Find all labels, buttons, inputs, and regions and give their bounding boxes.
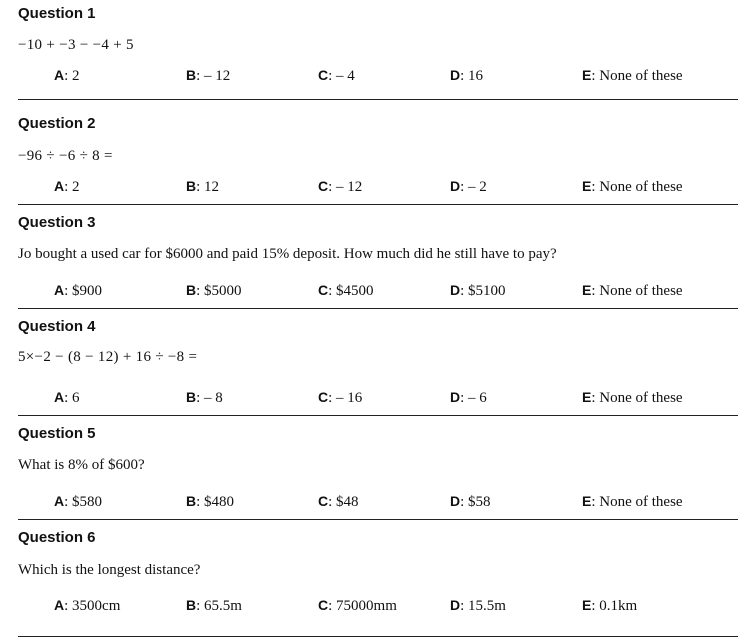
option-letter: E xyxy=(582,67,592,83)
option-letter: B xyxy=(186,597,197,613)
option-e[interactable]: E: None of these xyxy=(582,67,683,84)
option-letter: D xyxy=(450,282,461,298)
option-letter: E xyxy=(582,178,592,194)
separator-line xyxy=(18,636,738,637)
option-value: 75000mm xyxy=(336,598,397,614)
option-value: 65.5m xyxy=(204,598,242,614)
option-e[interactable]: E: None of these xyxy=(582,493,683,510)
option-value: – 6 xyxy=(468,390,487,406)
option-letter: D xyxy=(450,178,461,194)
option-value: $480 xyxy=(204,494,235,510)
option-value: $5100 xyxy=(468,283,506,299)
separator-line xyxy=(18,308,738,309)
separator-line xyxy=(18,99,738,100)
option-value: – 4 xyxy=(336,68,355,84)
option-a[interactable]: A: $900 xyxy=(54,282,103,299)
option-value: – 12 xyxy=(336,179,363,195)
question-text: Which is the longest distance? xyxy=(18,562,201,578)
option-letter: D xyxy=(450,597,461,613)
option-d[interactable]: D: 16 xyxy=(450,67,484,84)
option-b[interactable]: B: – 8 xyxy=(186,389,223,406)
option-value: 6 xyxy=(72,390,80,406)
option-letter: A xyxy=(54,178,65,194)
option-letter: E xyxy=(582,493,592,509)
option-letter: A xyxy=(54,493,65,509)
option-value: – 16 xyxy=(336,390,363,406)
option-value: None of these xyxy=(599,68,683,84)
separator-line xyxy=(18,415,738,416)
option-value: 2 xyxy=(72,68,80,84)
option-letter: C xyxy=(318,597,329,613)
option-letter: C xyxy=(318,282,329,298)
option-a[interactable]: A: $580 xyxy=(54,493,103,510)
option-value: $580 xyxy=(72,494,103,510)
option-letter: E xyxy=(582,389,592,405)
option-c[interactable]: C: – 12 xyxy=(318,178,363,195)
option-value: 15.5m xyxy=(468,598,506,614)
option-a[interactable]: A: 3500cm xyxy=(54,597,121,614)
question-title: Question 6 xyxy=(18,529,96,546)
option-value: $58 xyxy=(468,494,491,510)
option-value: – 12 xyxy=(204,68,231,84)
option-value: – 8 xyxy=(204,390,223,406)
option-value: 3500cm xyxy=(72,598,121,614)
option-b[interactable]: B: – 12 xyxy=(186,67,231,84)
option-letter: E xyxy=(582,597,592,613)
option-b[interactable]: B: $5000 xyxy=(186,282,242,299)
option-d[interactable]: D: $58 xyxy=(450,493,491,510)
option-c[interactable]: C: $4500 xyxy=(318,282,374,299)
option-letter: B xyxy=(186,389,197,405)
option-e[interactable]: E: None of these xyxy=(582,389,683,406)
option-a[interactable]: A: 2 xyxy=(54,178,80,195)
option-c[interactable]: C: $48 xyxy=(318,493,359,510)
option-letter: B xyxy=(186,493,197,509)
option-letter: D xyxy=(450,389,461,405)
option-value: None of these xyxy=(599,390,683,406)
question-title: Question 2 xyxy=(18,115,96,132)
option-letter: C xyxy=(318,67,329,83)
option-value: 12 xyxy=(204,179,220,195)
question-title: Question 3 xyxy=(18,214,96,231)
option-d[interactable]: D: $5100 xyxy=(450,282,506,299)
option-letter: B xyxy=(186,67,197,83)
option-letter: D xyxy=(450,67,461,83)
option-a[interactable]: A: 2 xyxy=(54,67,80,84)
question-title: Question 1 xyxy=(18,5,96,22)
option-e[interactable]: E: None of these xyxy=(582,178,683,195)
option-e[interactable]: E: 0.1km xyxy=(582,597,638,614)
separator-line xyxy=(18,519,738,520)
option-e[interactable]: E: None of these xyxy=(582,282,683,299)
option-b[interactable]: B: $480 xyxy=(186,493,235,510)
option-d[interactable]: D: 15.5m xyxy=(450,597,506,614)
option-value: $4500 xyxy=(336,283,374,299)
option-value: $900 xyxy=(72,283,103,299)
question-text: −96 ÷ −6 ÷ 8 = xyxy=(18,148,113,164)
separator-line xyxy=(18,204,738,205)
option-d[interactable]: D: – 2 xyxy=(450,178,487,195)
option-value: 2 xyxy=(72,179,80,195)
option-d[interactable]: D: – 6 xyxy=(450,389,487,406)
option-value: $48 xyxy=(336,494,359,510)
option-value: 0.1km xyxy=(599,598,638,614)
option-c[interactable]: C: 75000mm xyxy=(318,597,397,614)
question-text: −10 + −3 − −4 + 5 xyxy=(18,37,134,53)
question-text: What is 8% of $600? xyxy=(18,457,145,473)
question-text: Jo bought a used car for $6000 and paid 15% deposit. How much did he still have to pay? xyxy=(18,246,557,262)
question-title: Question 5 xyxy=(18,425,96,442)
option-letter: A xyxy=(54,67,65,83)
option-value: None of these xyxy=(599,494,683,510)
option-letter: C xyxy=(318,178,329,194)
option-letter: B xyxy=(186,282,197,298)
option-letter: B xyxy=(186,178,197,194)
option-value: None of these xyxy=(599,283,683,299)
question-text: 5×−2 − (8 − 12) + 16 ÷ −8 = xyxy=(18,349,198,365)
option-letter: A xyxy=(54,597,65,613)
option-c[interactable]: C: – 4 xyxy=(318,67,355,84)
option-value: $5000 xyxy=(204,283,242,299)
option-value: 16 xyxy=(468,68,484,84)
option-letter: D xyxy=(450,493,461,509)
option-value: – 2 xyxy=(468,179,487,195)
option-letter: A xyxy=(54,389,65,405)
option-c[interactable]: C: – 16 xyxy=(318,389,363,406)
option-letter: C xyxy=(318,493,329,509)
option-b[interactable]: B: 65.5m xyxy=(186,597,242,614)
option-letter: E xyxy=(582,282,592,298)
question-title: Question 4 xyxy=(18,318,96,335)
option-b[interactable]: B: 12 xyxy=(186,178,220,195)
option-letter: C xyxy=(318,389,329,405)
option-value: None of these xyxy=(599,179,683,195)
option-a[interactable]: A: 6 xyxy=(54,389,80,406)
option-letter: A xyxy=(54,282,65,298)
